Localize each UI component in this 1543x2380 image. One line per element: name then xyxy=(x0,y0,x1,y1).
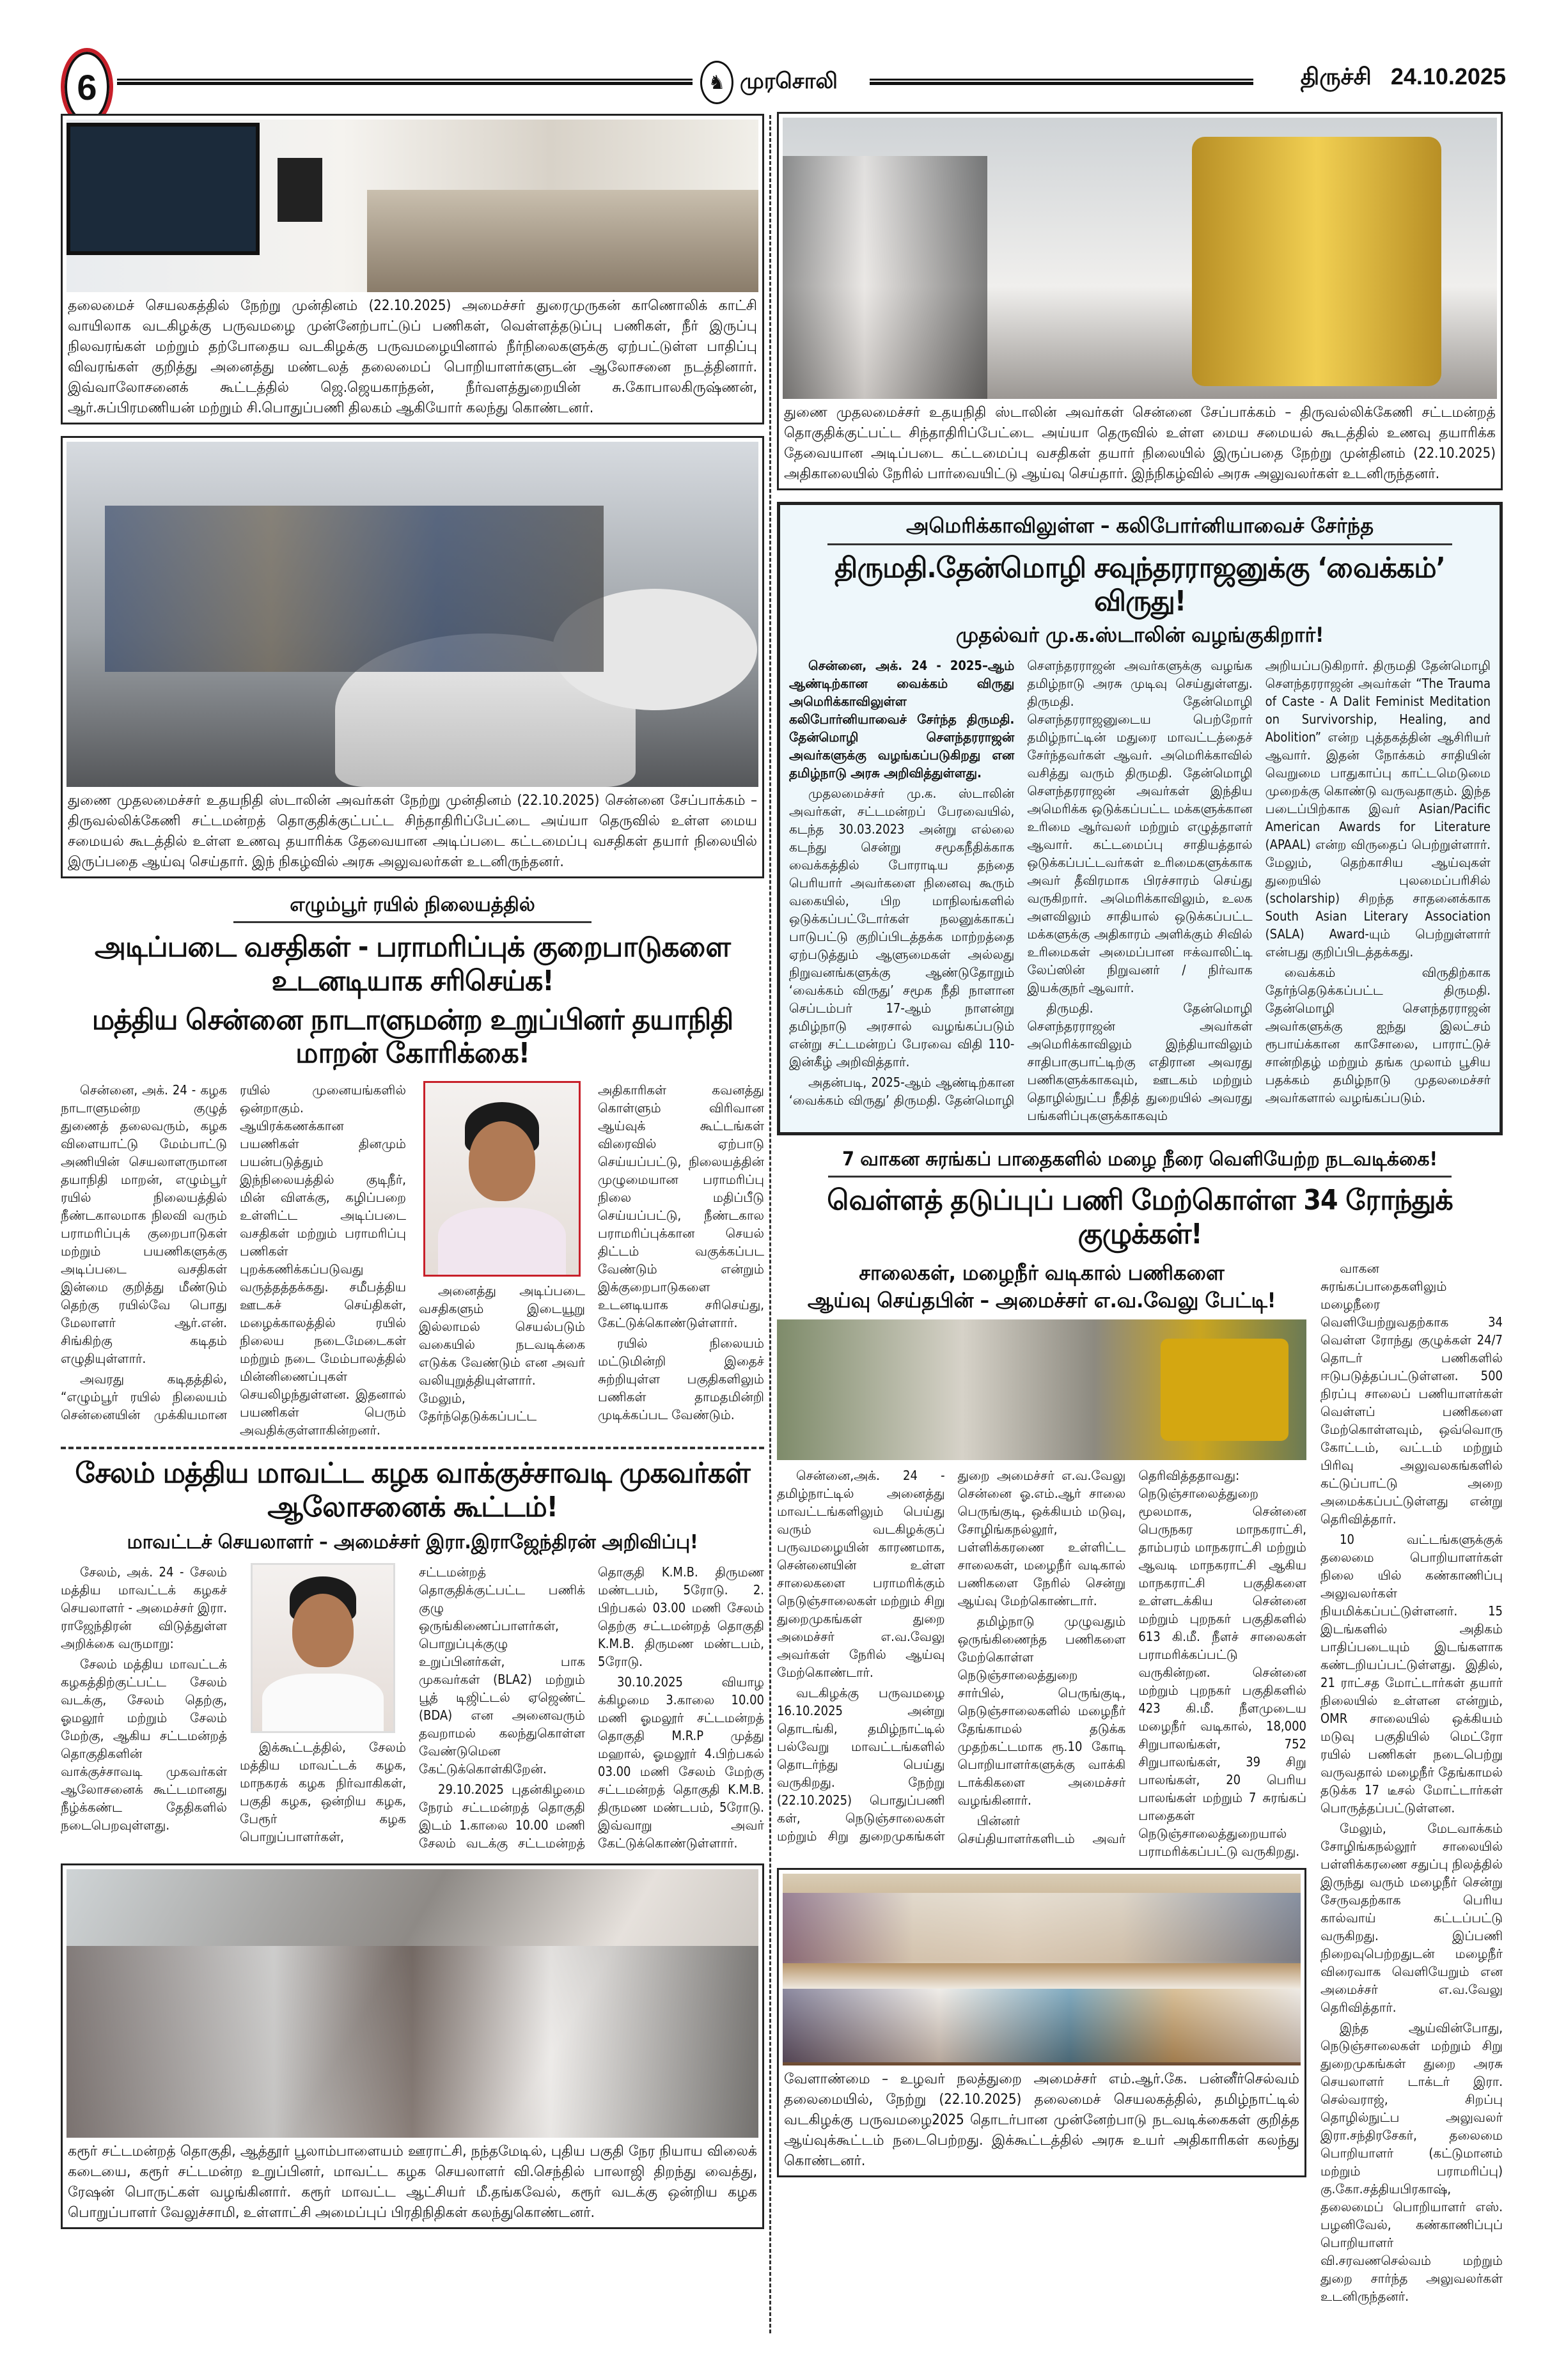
meeting-participants xyxy=(367,190,758,292)
award-kicker: அமெரிக்காவிலுள்ள – கலிபோர்னியாவைச் சேர்ந்த xyxy=(827,513,1452,545)
flood-body-main xyxy=(777,1466,1306,1860)
right-column xyxy=(777,112,1503,2308)
edition: திருச்சி xyxy=(1300,63,1372,89)
flood-inspection-photo xyxy=(777,1319,1306,1460)
paragraph: ரயில் நிலையம் மட்டுமின்றி இதைச் சுற்றியுள்ள பகுதிகளிலும் பணிகள் தாமதமின்றி முடிக்கப்பட வேண்டும். xyxy=(598,1335,764,1423)
flood-subhead-2: ஆய்வு செய்தபின் – அமைச்சர் எ.வ.வேலு பேட்டி! xyxy=(807,1288,1276,1313)
rail-story xyxy=(61,892,764,1439)
kitchen-stove-story xyxy=(777,112,1503,490)
flood-body-area xyxy=(777,1259,1503,2308)
paragraph: வடகிழக்கு பருவமழை 16.10.2025 அன்று தொடங்கி, தமிழ்நாட்டில் பல்வேறு மாவட்டங்களில் தொடர்ந்து பெய்து வருகிறது. நேற்று (22.10.2025) பொதுப்பணி கள், நெடுஞ்சாலைகள் மற்றும் சிறு துறைமுகங்கள் துறை அமைச்சர் எ.வ.வேலு சென்னை ஓ.எம்.ஆர் சாலை பெருங்குடி, ஒக்கியம் மடுவு, சோழிங்கநல்லூர், பள்ளிக்கரணை உள்ளிட்ட சாலைகள், மழைநீர் வடிகால் பணிகளை நேரில் சென்று ஆய்வு மேற்கொண்டார். xyxy=(777,1468,1126,1844)
people-group xyxy=(105,506,604,672)
paragraph: இந்த ஆய்வின்போது, நெடுஞ்சாலைகள் மற்றும் சிறு துறைமுகங்கள் துறை அரசு செயலாளர் டாக்டர் இரா. செல்வராஜ், சிறப்பு தொழில்நுட்ப அலுவலர் இரா.சந்திரசேகர், தலைமை பொறியாளர் (கட்டுமானம் மற்றும் பராமரிப்பு) கு.கோ.சத்தியபிரகாஷ், தலைமைப் பொறியாளர் எஸ். பழனிவேல், கண்காணிப்புப் பொறியாளர் வி.சரவணசெல்வம் மற்றும் துறை சார்ந்த அலுவலர்கள் உடனிருந்தனர். xyxy=(1320,2019,1503,2304)
rajendran-portrait xyxy=(251,1563,395,1733)
award-subhead: முதல்வர் மு.க.ஸ்டாலின் வழங்குகிறார்! xyxy=(955,623,1324,648)
paragraph: அவரது கடிதத்தில், “எழும்பூர் ரயில் நிலையம் சென்னையின் முக்கியமான ரயில் முனையங்களில் ஒன்றாகும். ஆயிரக்கணக்கான பயணிகள் தினமும் பயன்படுத்தும் இந்நிலையத்தில் குடிநீர், மின் விளக்கு, கழிப்பறை உள்ளிட்ட அடிப்படை வசதிகள் மற்றும் பராமரிப்பு பணிகள் புறக்கணிக்கப்படுவது வருத்தத்தக்கது. சமீபத்திய ஊடகச் செய்திகள், மழைக்காலத்தில் ரயில் நிலைய நடைமேடைகள் மற்றும் நடை மேம்பாலத்தில் மின்னிணைப்புகள் செயலிழந்துள்ளன. இதனால் பயணிகள் பெரும் அவதிக்குள்ளாகின்றனர். xyxy=(61,1082,406,1438)
paragraph: 29.10.2025 புதன்கிழமை நேரம் சட்டமன்றத் தொகுதி இடம் 1.காலை 10.00 மணி சேலம் வடக்கு சட்டமன்றத் தொகுதி K.M.B. திருமண மண்டபம், 5ரோடு. 2. பிற்பகல் 03.00 மணி சேலம் தெற்கு சட்டமன்றத் தொகுதி K.M.B. திருமண மண்டபம், 5ரோடு. xyxy=(419,1564,764,1851)
flood-headline: வெள்ளத் தடுப்புப் பணி மேற்கொள்ள 34 ரோந்துக் குழுக்கள்! xyxy=(827,1184,1453,1251)
officials-row xyxy=(783,1893,1301,1963)
rail-body xyxy=(61,1081,764,1439)
header-rule-right xyxy=(870,79,1253,85)
dateline xyxy=(1301,63,1506,93)
paragraph: வைக்கம் விருதிற்காக தேர்ந்தெடுக்கப்பட்ட திருமதி. தேன்மொழி சௌந்தரராஜன் அவர்களுக்கு ஐந்து இலட்சம் ரூபாய்க்கான காசோலை, பாராட்டுச் சான்றிதழ் மற்றும் தங்க முலாம் பூசிய பதக்கம் தமிழ்நாடு முதலமைச்சர் அவர்களால் வழங்கப்படும். xyxy=(1265,965,1491,1106)
header-rule-left xyxy=(117,79,693,85)
award-body xyxy=(789,657,1491,1124)
section-divider xyxy=(61,1447,764,1449)
agri-meeting-story xyxy=(777,1868,1306,2177)
salem-body xyxy=(61,1563,764,1852)
rail-headline: அடிப்படை வசதிகள் - பராமரிப்புக் குறைபாடுகளை உடனடியாக சரிசெய்க! xyxy=(94,931,731,997)
dam-meeting-photo xyxy=(67,120,758,292)
dam-meeting-caption: தலைமைச் செயலகத்தில் நேற்று முன்தினம் (22.10.2025) அமைச்சர் துரைமுருகன் காணொலிக் காட்சி வாயிலாக வடகிழக்கு பருவமழை முன்னேற்பாட்டுப் பணிகள், வெள்ளத்தடுப்பு பணிகள், நீர் இருப்பு நிலவரங்கள் மற்றும் தற்போதைய வடகிழக்கு பருவமழையினால் நீர்நிலைகளுக்கு ஏற்பட்டுள்ள பாதிப்பு விவரங்கள் குறித்து அனைத்து மண்டலத் தலைமைப் பொறியாளர்களுடன் ஆலோசனை நடத்தினார். இவ்வாலோசனைக் கூட்டத்தில் ஜெ.ஜெயகாந்தன், நீர்வளத்துறையின் சு.கோபாலகிருஷ்ணன், ஆர்.சுப்பிரமணியன் மற்றும் சி.பொதுப்பணி திலகம் ஆகியோர் கலந்து கொண்டனர். xyxy=(68,298,757,416)
salem-story xyxy=(61,1457,764,1852)
column-divider xyxy=(769,115,771,2333)
rail-kicker: எழும்பூர் ரயில் நிலையத்தில் xyxy=(233,892,591,923)
flood-main-area xyxy=(777,1259,1306,2177)
kitchen-inspection-caption: துணை முதலமைச்சர் உதயநிதி ஸ்டாலின் அவர்கள் நேற்று முன்தினம் (22.10.2025) சென்னை சேப்பாக்கம் – திருவல்லிக்கேணி சட்டமன்றத் தொகுதிக்குட்பட்ட சிந்தாதிரிப்பேட்டை அய்யா தெருவில் உள்ள மைய சமையல் கூடத்தில் உள்ள உணவு தயாரிக்க தேவையான அடிப்படை கட்டமைப்பு வசதிகள் தயார் நிலையில் இருப்பதை ஆய்வு செய்தார். இந் நிகழ்வில் அரசு அலுவலர்கள் உடனிருந்தனர். xyxy=(68,793,757,870)
flood-kicker: 7 வாகன சுரங்கப் பாதைகளில் மழை நீரை வெளியேற்ற நடவடிக்கை! xyxy=(828,1147,1452,1178)
page-number: 6 xyxy=(61,48,113,126)
vaikom-award-story xyxy=(777,502,1503,1135)
rail-headline-2: மத்திய சென்னை நாடாளுமன்ற உறுப்பினர் தயாநிதி மாறன் கோரிக்கை! xyxy=(91,1003,733,1070)
paragraph: சேலம் மத்திய மாவட்டக் கழகத்திற்குட்பட்ட சேலம் வடக்கு, சேலம் தெற்கு, ஓமலூர் மற்றும் சேலம் மேற்கு, ஆகிய சட்டமன்றத் தொகுதிகளின் வாக்குச்சாவடி முகவர்கள் ஆலோசனைக் கூட்டமானது நீழ்க்கண்ட தேதிகளில் நடைபெறவுள்ளது. xyxy=(61,1656,227,1833)
masthead-logo-icon: ♞ xyxy=(700,61,733,104)
paragraph: வாகன சுரங்கப்பாதைகளிலும் மழைநீரை வெளியேற்றுவதற்காக 34 வெள்ள ரோந்து குழுக்கள் 24/7 தொடர் பணிகளில் ஈடுபடுத்தப்பட்டுள்ளன. 500 நிரப்பு சாலைப் பணியாளர்கள் வெள்ளப் பணிகளை மேற்கொள்ளவும், ஒவ்வொரு கோட்டம், வட்டம் மற்றும் பிரிவு அலுவலகங்களில் கட்டுப்பாட்டு அறை அமைக்கப்பட்டுள்ளது என்று தெரிவித்தார். xyxy=(1320,1260,1503,1527)
paragraph: அனைத்து அடிப்படை வசதிகளும் இடையூறு இல்லாமல் செயல்படும் வகையில் நடவடிக்கை எடுக்க வேண்டும் என அவர் வலியுறுத்தியுள்ளார். மேலும், தேர்ந்தெடுக்கப்பட்ட அதிகாரிகள் கவனத்து கொள்ளும் விரிவான ஆய்வுக் கூட்டங்கள் விரைவில் ஏற்பாடு செய்யப்பட்டு, நிலையத்தின் முழுமையான பராமரிப்பு நிலை மதிப்பீடு செய்யப்பட்டு, நீண்டகால பராமரிப்புக்கான செயல் திட்டம் வகுக்கப்பட வேண்டும் என்றும் இக்குறைபாடுகளை உடனடியாக சரிசெய்து, கேட்டுக்கொண்டுள்ளார். xyxy=(419,1082,764,1424)
kitchen-stove-photo xyxy=(783,118,1497,399)
agri-meeting-caption: வேளாண்மை – உழவர் நலத்துறை அமைச்சர் எம்.ஆர்.கே. பன்னீர்செல்வம் தலைமையில், நேற்று (22.10.2025) தலைமைச் செயலகத்தில், தமிழ்நாட்டில் வடகிழக்கு பருவமழை2025 தொடர்பான முன்னேற்பாடு நடவடிக்கைகள் குறித்த ஆய்வுக்கூட்டம் நடைபெற்றது. இக்கூட்டத்தில் அரசு உயர் அதிகாரிகள் கலந்து கொண்டனர். xyxy=(784,2071,1299,2170)
karur-ration-shop-photo xyxy=(67,1869,758,2138)
flood-patrol-story xyxy=(777,1147,1503,2308)
paragraph: 30.10.2025 வியாழ க்கிழமை 3.காலை 10.00 மணி ஓமலூர் சட்டமன்றத் தொகுதி M.R.P முத்து மஹால், ஓமலூர் 4.பிற்பகல் 03.00 மணி சேலம் மேற்கு சட்டமன்றத் தொகுதி K.M.B. திருமண மண்டபம், 5ரோடு. இவ்வாறு அவர் கேட்டுக்கொண்டுள்ளார். xyxy=(598,1674,764,1851)
masthead-title: முரசொலி xyxy=(740,68,838,94)
paragraph: தமிழ்நாடு முழுவதும் ஒருங்கிணைந்த பணிகளை மேற்கொள்ள நெடுஞ்சாலைத்துறை சார்பில், பெருங்குடி, நெடுஞ்சாலைகளில் மழைநீர் தேங்காமல் தடுக்க முதற்கட்டமாக ரூ.10 கோடி பொறியாளர்களுக்கு வாக்கி டாக்கிகளை அமைச்சர் வழங்கினார். xyxy=(957,1614,1126,1808)
dam-meeting-story xyxy=(61,114,764,424)
excavator xyxy=(1161,1339,1288,1441)
flood-subhead-1: சாலைகள், மழைநீர் வடிகால் பணிகளை xyxy=(859,1260,1225,1285)
people-group xyxy=(67,1946,758,2138)
issue-date: 24.10.2025 xyxy=(1390,63,1506,89)
karur-caption: கரூர் சட்டமன்றத் தொகுதி, ஆத்தூர் பூலாம்பாளையம் ஊராட்சி, நந்தமேடில், புதிய பகுதி நேர நியாய விலைக் கடையை, கரூர் சட்டமன்ற உறுப்பினர், மாவட்ட கழக செயலாளர் வி.செந்தில் பாலாஜி திறந்து வைத்து, ரேஷன் பொருட்கள் வழங்கினார். கரூர் மாவட்ட ஆட்சியர் மீ.தங்கவேல், கரூர் வடக்கு ஒன்றிய கழக பொறுப்பாளர் வேலுச்சாமி, உள்ளாட்சி அமைப்புப் பிரதிநிதிகள் கலந்துகொண்டனர். xyxy=(68,2143,757,2221)
left-column xyxy=(61,114,764,2229)
paragraph: சென்னை,அக். 24 - தமிழ்நாட்டில் அனைத்து மாவட்டங்களிலும் பெய்து வரும் வடகிழக்குப் பருவமழையின் காரணமாக, சென்னையின் உள்ள சாலைகளை பராமரிக்கும் நெடுஞ்சாலைகள் மற்றும் சிறு துறைமுகங்கள் துறை அமைச்சர் எ.வ.வேலு அவர்கள் நேரில் ஆய்வு மேற்கொண்டார். xyxy=(777,1468,945,1681)
dayanidhi-maran-portrait xyxy=(423,1081,581,1277)
masthead xyxy=(700,61,838,104)
salem-subhead: மாவட்டச் செயலாளர் – அமைச்சர் இரா.இராஜேந்திரன் அறிவிப்பு! xyxy=(127,1530,698,1553)
kitchen-stove-caption: துணை முதலமைச்சர் உதயநிதி ஸ்டாலின் அவர்கள் சென்னை சேப்பாக்கம் – திருவல்லிக்கேணி சட்டமன்றத் தொகுதிக்குட்பட்ட சிந்தாதிரிப்பேட்டை அய்யா தெருவில் உள்ள மைய சமையல் கூடத்தில் உணவு தயாரிக்க தேவையான அடிப்படை கட்டமைப்பு வசதிகள் தயார் நிலையில் இருப்பதை நேற்று முன்தினம் (22.10.2025) அதிகாலையில் நேரில் பார்வையிட்டு ஆய்வு செய்தார். இந்நிகழ்வில் அரசு அலுவலர்கள் உடனிருந்தனர். xyxy=(784,405,1496,482)
flood-body-side xyxy=(1320,1259,1503,2308)
paragraph: 10 வட்டங்களுக்குக் தலைமை பொறியாளர்கள் நிலை யில் கண்காணிப்பு அலுவலர்கள் நியமிக்கப்பட்டுள்ளனர். 15 இடங்களில் அதிகம் பாதிப்படையும் இடங்களாக கண்டறியப்பட்டுள்ளது. இதில், 21 ராட்சத மோட்டார்கள் தயார் நிலையில் உள்ளன என்றும், OMR சாலையில் ஒக்கியம் மடுவு பகுதியில் மெட்ரோ ரயில் பணிகள் நடைபெற்று வருவதால் மழைநீர் தேங்காமல் தடுக்க 17 டீசல் மோட்டார்கள் பொருத்தப்பட்டுள்ளன. xyxy=(1320,1531,1503,1816)
page-header xyxy=(61,48,1506,118)
salem-headline: சேலம் மத்திய மாவட்ட கழக வாக்குச்சாவடி முகவர்கள் ஆலோசனைக் கூட்டம்! xyxy=(75,1457,750,1523)
karur-ration-shop-story xyxy=(61,1863,764,2229)
paragraph: சேலம், அக். 24 - சேலம் மத்திய மாவட்டக் கழகச் செயலாளர் - அமைச்சர் இரா. ராஜேந்திரன் விடுத்துள்ள அறிக்கை வருமாறு: xyxy=(61,1564,227,1652)
paragraph: சென்னை, அக். 24 - கழக நாடாளுமன்ற குழுத் துணைத் தலைவரும், கழக விளையாட்டு மேம்பாட்டு அணியின் செயலாளருமான தயாநிதி மாறன், எழும்பூர் ரயில் நிலையத்தில் நீண்டகாலமாக நிலவி வரும் பராமரிப்புக் குறைபாடுகள் மற்றும் பயணிகளுக்கு அடிப்படை வசதிகள் இன்மை குறித்து மீண்டும் தெற்கு ரயில்வே பொது மேலாளர் ஆர்.என். சிங்கிற்கு கடிதம் எழுதியுள்ளார். xyxy=(61,1082,227,1367)
kitchen-inspection-photo xyxy=(67,442,758,787)
paragraph: பின்னர் செய்தியாளர்களிடம் அவர் தெரிவித்ததாவது: நெடுஞ்சாலைத்துறை மூலமாக, சென்னை பெருநகர மாநகராட்சி, தாம்பரம் மாநகராட்சி மற்றும் ஆவடி மாநகராட்சி ஆகிய மாநகராட்சி பகுதிகளை உள்ளடக்கிய சென்னை மற்றும் புறநகர் பகுதிகளில் 613 கி.மீ. நீளச் சாலைகள் பராமரிக்கப்பட்டு வருகின்றன. சென்னை மற்றும் புறநகர் பகுதிகளில் 423 கி.மீ. நீளமுடைய மழைநீர் வடிகால், 18,000 சிறுபாலங்கள், 752 சிறுபாலங்கள், 39 சிறு பாலங்கள், 20 பெரிய பாலங்கள் மற்றும் 7 சுரங்கப் பாதைகள் நெடுஞ்சாலைத்துறையால் பராமரிக்கப்பட்டு வருகிறது. xyxy=(957,1468,1306,1860)
paragraph: சென்னை, அக். 24 - 2025–ஆம் ஆண்டிற்கான வைக்கம் விருது அமெரிக்காவிலுள்ள கலிபோர்னியாவைச் சேர்ந்த திருமதி. தேன்மொழி சௌந்தரராஜன் அவர்களுக்கு வழங்கப்படுகிறது என தமிழ்நாடு அரசு அறிவித்துள்ளது. xyxy=(789,658,1015,781)
paragraph: அதன்படி, 2025-ஆம் ஆண்டிற்கான ‘வைக்கம் விருது’ திருமதி. தேன்மொழி சௌந்தரராஜன் அவர்களுக்கு வழங்க தமிழ்நாடு அரசு முடிவு செய்துள்ளது. திருமதி. தேன்மொழி சௌந்தரராஜனுடைய பெற்றோர் தமிழ்நாட்டின் மதுரை மாவட்டத்தைச் சேர்ந்தவர்கள் ஆவர். அமெரிக்காவில் வசித்து வரும் திருமதி. தேன்மொழி சௌந்தரராஜன் அவர்கள் இந்திய அமெரிக்க ஒடுக்கப்பட்ட மக்களுக்கான உரிமை ஆர்வலர் மற்றும் எழுத்தாளர் ஆவார். கட்டமைப்பு சாதியத்தால் ஒடுக்கப்பட்டவர்கள் உரிமைகளுக்காக அவர் தீவிரமாக பிரச்சாரம் செய்து வருகிறார். அமெரிக்காவிலும், உலக அளவிலும் சாதியால் ஒடுக்கப்பட்ட மக்களுக்கு அதிகாரம் அளிக்கும் சிவில் உரிமைகள் அமைப்பான ஈக்வாலிட்டி லேப்ஸின் நிறுவனர் / நிர்வாக இயக்குநர் ஆவார். xyxy=(789,658,1253,1108)
paragraph: திருமதி. தேன்மொழி சௌந்தரராஜன் அவர்கள் அமெரிக்காவிலும் இந்தியாவிலும் சாதிபாகுபாட்டிற்கு எதிரான அவரது பணிகளுக்காகவும், ஊடகம் மற்றும் தொழில்நுட்ப நீதித் துறையில் அவரது பங்களிப்புகளுக்காகவும் அறியப்படுகிறார். திருமதி தேன்மொழி சௌந்தரராஜன் அவர்கள் “The Trauma of Caste - A Dalit Feminist Meditation on Survivorship, Healing, and Abolition” என்ற புத்தகத்தின் ஆசிரியர் ஆவார். இதன் நோக்கம் சாதியின் வெறுமை பாதுகாப்பு காட்டமெடுமை முறைக்கு கொண்டு வருவதாகும். இந்த படைப்பிற்காக இவர் Asian/Pacific American Awards for Literature (APAAL) என்ற விருதைப் பெற்றுள்ளார். மேலும், தெற்காசிய ஆய்வுகள் துறையில் புலமைப்பரிசில் (scholarship) சிறந்த சாதனைக்காக South Asian Literary Association (SALA) Award-யும் பெற்றுள்ளார் என்பது குறிப்பிடத்தக்கது. xyxy=(1027,658,1491,1124)
agri-meeting-photo xyxy=(783,1874,1301,2065)
kitchen-inspection-story xyxy=(61,436,764,878)
steam-boiler xyxy=(1192,137,1441,386)
video-screen xyxy=(67,123,260,255)
monitor xyxy=(278,158,322,222)
people-group xyxy=(783,156,987,399)
attendees-row xyxy=(783,1989,1301,2062)
paragraph: முதலமைச்சர் மு.க. ஸ்டாலின் அவர்கள், சட்டமன்றப் பேரவையில், கடந்த 30.03.2023 அன்று எல்லை கடந்து சென்று சமூகநீதிக்காக வைக்கத்தில் போராடிய தந்தை பெரியார் அவர்களை நினைவு கூரும் வகையில், பிற மாநிலங்களில் ஒடுக்கப்பட்டோர்கள் நலனுக்காகப் பாடுபட்டு குறிப்பிடத்தக்க மாற்றத்தை ஏற்படுத்தும் ஆளுமைகள் அல்லது நிறுவனங்களுக்கு ஆண்டுதோறும் ‘வைக்கம் விருது’ சமூக நீதி நாளான செப்டம்பர் 17-ஆம் நாளன்று தமிழ்நாடு அரசால் வழங்கப்படும் என்று சட்டமன்றப் பேரவை விதி 110-இன்கீழ் அறிவித்தார். xyxy=(789,786,1015,1070)
paragraph: இக்கூட்டத்தில், சேலம் மத்திய மாவட்டக் கழக, மாநகரக் கழக நிர்வாகிகள், பகுதி கழக, ஒன்றிய கழக, பேரூர் கழக பொறுப்பாளர்கள், சட்டமன்றத் தொகுதிக்குட்பட்ட பணிக் குழு ஒருங்கிணைப்பாளர்கள், பொறுப்புக்குழு உறுப்பினர்கள், பாக முகவர்கள் (BLA2) மற்றும் பூத் டிஜிட்டல் ஏஜெண்ட் (BDA) என அனைவரும் தவறாமல் கலந்துகொள்ள வேண்டுமென கேட்டுக்கொள்கிறேன். xyxy=(240,1564,585,1845)
paragraph: மேலும், மேடவாக்கம் சோழிங்கநல்லூர் சாலையில் பள்ளிக்கரணை சதுப்பு நிலத்தில் இருந்து வரும் மழைநீர் சென்று சேருவதற்காக பெரிய கால்வாய் கட்டப்பட்டு வருகிறது. இப்பணி நிறைவுபெற்றதுடன் மழைநீர் விரைவாக வெளியேறும் என அமைச்சர் எ.வ.வேலு தெரிவித்தார். xyxy=(1320,1820,1503,2015)
award-headline: திருமதி.தேன்மொழி சவுந்தரராஜனுக்கு ‘வைக்கம்’ விருது! xyxy=(834,551,1445,618)
